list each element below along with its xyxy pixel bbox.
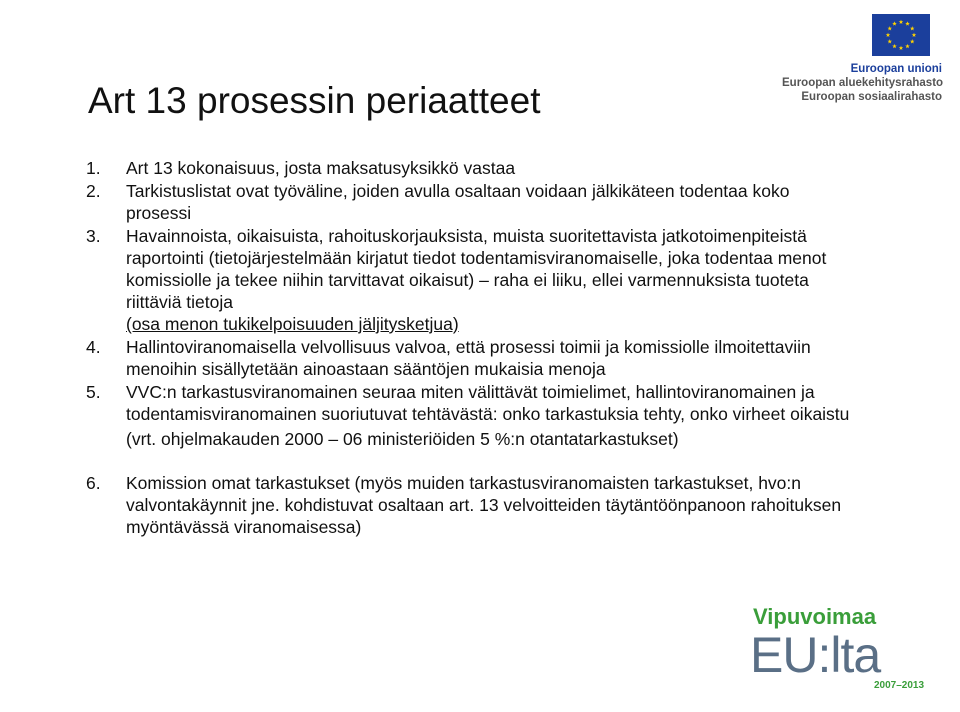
eu-flag-star xyxy=(905,44,910,48)
list-item-text: Tarkistuslistat ovat työväline, joiden avulla osaltaan voidaan jälkikäteen todentaa koko prosessi xyxy=(126,181,790,223)
list-item-note: (vrt. ohjelmakauden 2000 – 06 ministeriöiden 5 %:n otantatarkastukset) xyxy=(126,429,679,449)
list-item-text: VVC:n tarkastusviranomainen seuraa miten välittävät toimielimet, hallintoviranomainen ja todentamisviranomainen suoriutuvat tehtävästä: onko tarkastuksia tehty, onko virheet oikaistu xyxy=(126,382,850,424)
list-item-number: 1. xyxy=(86,158,101,178)
list-item xyxy=(86,225,856,335)
list-item-text: Art 13 kokonaisuus, josta maksatusyksikkö vastaa xyxy=(126,158,516,178)
eu-flag-star xyxy=(886,33,891,37)
list-item-underlined-text: (osa menon tukikelpoisuuden jäljitysketjua) xyxy=(126,314,459,334)
list-item xyxy=(86,381,856,450)
vipuvoimaa-logo-main: EU:lta xyxy=(750,627,881,683)
eu-logo-text xyxy=(782,62,942,104)
list-item xyxy=(86,180,856,224)
list-item xyxy=(86,472,856,538)
vipuvoimaa-logo-years: 2007–2013 xyxy=(874,680,925,691)
eu-flag-star xyxy=(887,26,892,30)
list-item-text: Hallintoviranomaisella velvollisuus valvoa, että prosessi toimii ja komissiolle ilmoitettaviin menoihin sisällytetään ainoastaan sääntöjen mukaisia menoja xyxy=(126,337,811,379)
eu-flag-star xyxy=(892,44,897,48)
eu-flag-star xyxy=(910,26,915,30)
eu-flag-star xyxy=(905,21,910,25)
list-item xyxy=(86,157,856,179)
vipuvoimaa-logo-top: Vipuvoimaa xyxy=(753,604,877,629)
list-item-number: 4. xyxy=(86,337,101,357)
eu-flag-star xyxy=(887,39,892,43)
eu-flag-star xyxy=(899,46,904,50)
eu-flag-star xyxy=(892,21,897,25)
numbered-list xyxy=(86,157,856,539)
eu-logo-line: Euroopan aluekehitysrahasto xyxy=(782,77,944,89)
eu-logo-line: Euroopan unioni xyxy=(850,63,942,75)
list-item-number: 3. xyxy=(86,226,101,246)
list-item-text: Havainnoista, oikaisuista, rahoituskorjauksista, muista suoritettavista jatkotoimenpiteistä raportointi (tietojärjestelmään kirjatut tiedot todentamisviranomaiselle, joka todentaa menot komissiolle ja tekee niihin tarvittavat oikaisut) – raha ei liiku, ellei varmennuksista tuoteta riittäviä tietoja xyxy=(126,226,827,312)
vipuvoimaa-logo xyxy=(750,604,940,694)
list-item-text: Komission omat tarkastukset (myös muiden tarkastusviranomaisten tarkastukset, hvo:n valvontakäynnit jne. kohdistuvat osaltaan art. 13 velvoitteiden täytäntöönpanoon rahoituksen myöntävässä viranomaisessa) xyxy=(126,473,842,537)
list-item-number: 2. xyxy=(86,181,101,201)
eu-logo-line: Euroopan sosiaalirahasto xyxy=(801,91,942,103)
eu-flag-star xyxy=(910,39,915,43)
eu-flag-star xyxy=(899,20,904,24)
eu-flag-icon xyxy=(872,14,930,56)
list-item xyxy=(86,336,856,380)
slide-title: Art 13 prosessin periaatteet xyxy=(88,80,541,121)
list-item-number: 6. xyxy=(86,473,101,493)
list-item-number: 5. xyxy=(86,382,101,402)
eu-flag-star xyxy=(912,33,917,37)
